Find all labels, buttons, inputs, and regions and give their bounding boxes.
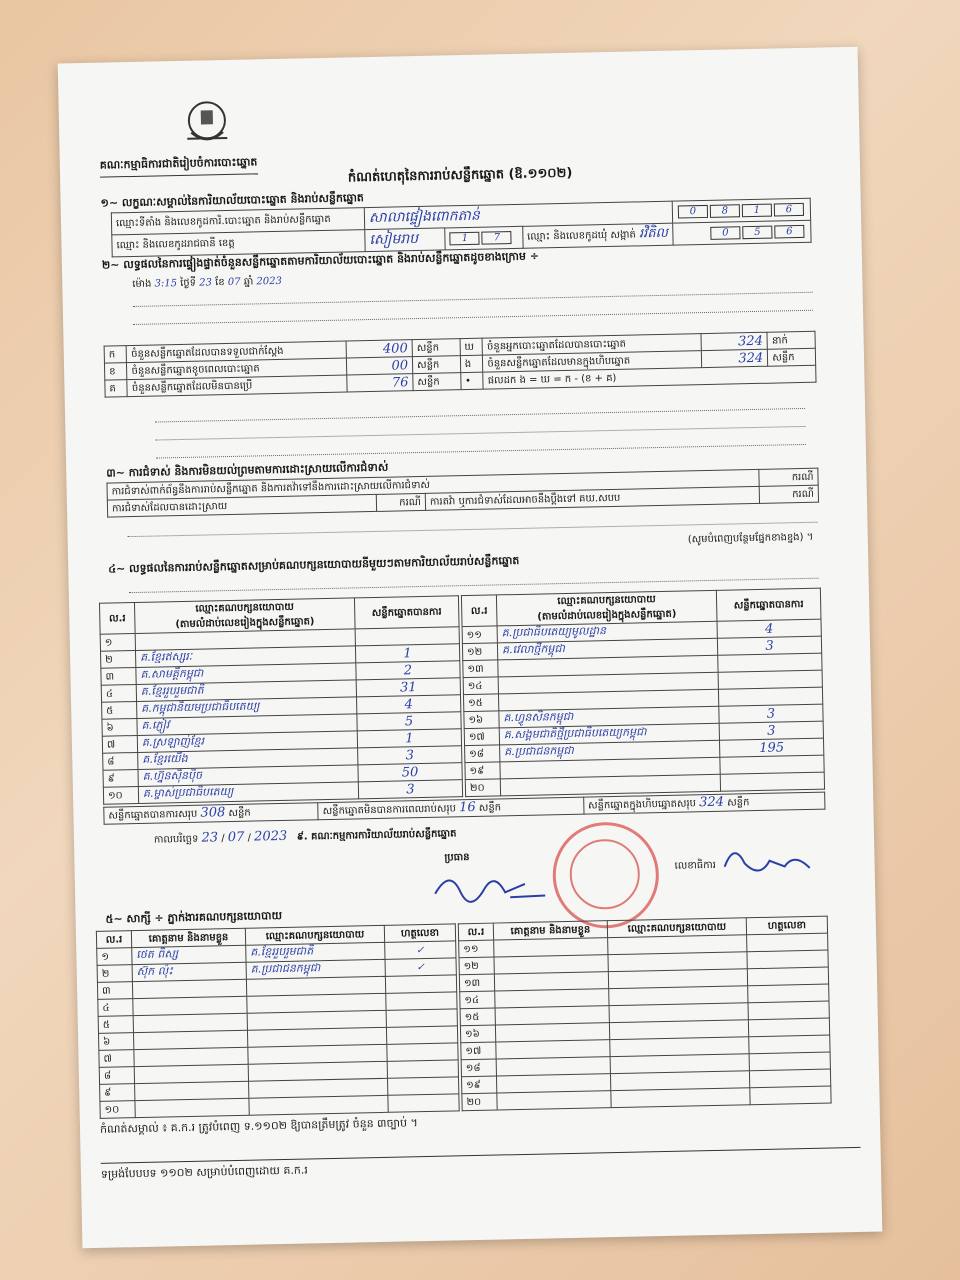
row-number: ៧	[99, 1050, 134, 1068]
party-votes: 4	[357, 695, 461, 714]
party-votes	[720, 755, 824, 774]
party-votes	[720, 772, 824, 791]
row-number: ១	[97, 948, 132, 966]
secretary-signature-icon	[714, 840, 825, 887]
party-name: គ.ខ្មែររួបរួមជាតិ	[136, 680, 356, 702]
section3-note: (សូមបំពេញបន្ថែមផ្នែកខាងខ្នង) ។	[687, 531, 814, 546]
row-number: ២០	[462, 1093, 497, 1111]
row-number: ៦	[98, 1033, 133, 1051]
witness-signature: ✓	[385, 958, 456, 976]
witness-signature	[388, 1094, 459, 1112]
party-votes: 50	[358, 763, 462, 782]
witness-signature	[747, 950, 828, 969]
row-number: ៨	[99, 1067, 134, 1085]
row-number: ១៣	[463, 660, 498, 678]
row-number: ១០	[100, 1101, 135, 1119]
row-number: ៩	[103, 769, 138, 787]
section4-heading: ៤~ លទ្ធផលនៃការរាប់សន្លឹកឆ្នោតសម្រាប់គណបក្សនយោបាយនីមួយៗតាមការិយាល័យរាប់សន្លឹកឆ្នោត	[108, 553, 520, 576]
objection-row: ការជំទាស់ពាក់ព័ន្ធនឹងការរាប់សន្លឹកឆ្នោត និងការតវ៉ាទៅនឹងការដោះស្រាយលើការជំទាស់	[107, 469, 759, 500]
party-votes: 1	[355, 644, 459, 663]
total-valid: សន្លឹកឆ្នោតបានការសរុប 308 សន្លឹក	[104, 803, 319, 824]
section3-heading: ៣~ ការជំទាស់ និងការមិនយល់ព្រមតាមការដោះស្រាយលើការជំទាស់	[106, 460, 389, 480]
row-number: ១៥	[463, 694, 498, 712]
party-name	[500, 774, 720, 796]
party-name: គ.ហ្វ៊ុនស៊ិនប៉ិច	[138, 765, 358, 787]
row-number: ១១	[462, 626, 497, 644]
appeal-objections: ការតវ៉ា ឬការជំទាស់ដែលអាចនឹងប្តឹងទៅ គឃ.សបប	[425, 486, 759, 510]
row-number: ១៧	[461, 1042, 496, 1060]
witness-signature	[749, 1035, 830, 1054]
chair-label: ប្រធាន	[444, 852, 470, 864]
results-table-right: ល.រ ឈ្មោះគណបក្សនយោបាយ (តាមលំដាប់លេខរៀងក្នុងសន្លឹកឆ្នោត) សន្លឹកឆ្នោតបានការ ១១ គ.ប្រជាធិបតេយ្យមូលដ្ឋាន 4 ១២ គ.វេលាថ្មីកម្ពុជា 3 ១៣ ១៤ ១៥ ១៦ គ.ហ្វូនសិនកម្ពុជា 3 ១៧ គ.សង្គមជាតិថ្មីប្រជាធិបតេយ្យកម្ពុជា 3 ១៨ គ.ប្រជាជនកម្ពុជា 195 ១៩ ២០	[461, 588, 825, 797]
party-name: គ.ស្រឡាញ់ខ្មែរ	[137, 731, 357, 753]
row-number: ៥	[102, 701, 137, 719]
party-votes: 3	[719, 721, 823, 740]
row-number: ១៦	[460, 1025, 495, 1043]
count-row: គ ចំនួនសន្លឹកឆ្នោតដែលមិនបានប្រើ 76 សន្លឹក • ផលដក ង = ឃ = ក - (ខ + គ)	[105, 365, 816, 397]
section2-datetime: ម៉ោង 3:15 ថ្ងៃទី 23 ខែ 07 ឆ្នាំ 2023	[132, 275, 283, 290]
section3-table: ការជំទាស់ពាក់ព័ន្ធនឹងការរាប់សន្លឹកឆ្នោត និងការតវ៉ាទៅនឹងការដោះស្រាយលើការជំទាស់ ករណី ការជំទាស់ដែលបានដោះស្រាយ ករណី ការតវ៉ា ឬការជំទាស់ដែលអាចនឹងប្តឹងទៅ គឃ.សបប ករណី	[106, 468, 819, 518]
witness-party: គ.ប្រជាជនកម្ពុជា	[246, 959, 385, 979]
party-votes	[355, 627, 459, 646]
row-number: ៩	[100, 1084, 135, 1102]
witness-signature	[387, 1060, 458, 1078]
page-title: កំណត់ហេតុនៃការរាប់សន្លឹកឆ្នោត (ឱ.១១០២)	[347, 165, 573, 186]
witness-signature	[749, 1052, 830, 1071]
row-number: ១០	[103, 786, 138, 804]
row-number: ១៩	[465, 762, 500, 780]
witness-signature	[748, 984, 829, 1003]
witness-signature: ✓	[385, 941, 456, 959]
station-label: ឈ្មោះទីតាំង និងលេខកូដការិ.បោះឆ្នោត និងរាប់សន្លឹកឆ្នោត	[111, 208, 364, 235]
witness-signature	[387, 1043, 458, 1061]
party-votes: 195	[719, 738, 823, 757]
party-name: គ.ភ្ញៀវ	[137, 714, 357, 736]
party-votes: 3	[358, 780, 462, 799]
party-votes: 3	[358, 746, 462, 765]
row-number: ១៥	[460, 1008, 495, 1026]
commune-field: ឈ្មោះ និងលេខកូដឃុំ សង្កាត់ រវិតិល	[522, 223, 672, 248]
party-name: គ.ប្រជាធិបតេយ្យមូលដ្ឋាន	[497, 621, 717, 643]
row-number: ១៨	[465, 745, 500, 763]
section5-heading: ៥~ សាក្សី ÷ ភ្នាក់ងារគណបក្សនយោបាយ	[105, 908, 283, 926]
province-label: ឈ្មោះ និងលេខកូដរាជធានី ខេត្ត	[112, 230, 365, 257]
station-code: 0 8 1 6	[672, 198, 811, 223]
total-in-box: សន្លឹកឆ្នោតក្នុងហិបឆ្នោតសរុប 324 សន្លឹក	[583, 792, 825, 814]
witness-table-left: ល.រ គោត្តនាម និងនាមខ្លួន ឈ្មោះគណបក្សនយោបាយ ហត្ថលេខា ១ ថេត ពិស្ស គ.ខ្មែររួបរួមជាតិ ✓ ២ ស៊ុក ល៉ុះ គ.ប្រជាជនកម្ពុជា ✓ ៣ ៤ ៥ ៦ ៧ ៨ ៩ ១០	[96, 923, 460, 1118]
party-name: គ.សាមគ្គីកម្ពុជា	[136, 663, 356, 685]
row-number: ១៨	[461, 1059, 496, 1077]
section1-heading: ១~ លក្ខណៈសម្គាល់នៃការិយាល័យបោះឆ្នោត និងរាប់សន្លឹកឆ្នោត	[100, 191, 364, 210]
witness-signature	[747, 933, 828, 952]
witness-party	[249, 1095, 388, 1115]
witness-signature	[750, 1086, 831, 1105]
party-name: គ.ហ្វូនសិនកម្ពុជា	[499, 706, 719, 728]
witness-signature	[386, 992, 457, 1010]
witness-party	[611, 1088, 750, 1108]
commune-code: 0 5 6	[672, 220, 811, 245]
party-name: គ.ខ្មែរយើង	[138, 748, 358, 770]
nec-logo-icon	[176, 98, 237, 153]
witness-signature	[386, 1026, 457, 1044]
party-name: គ.សង្គមជាតិថ្មីប្រជាធិបតេយ្យកម្ពុជា	[499, 723, 719, 745]
party-votes: 5	[357, 712, 461, 731]
witness-signature	[388, 1077, 459, 1095]
party-votes: 2	[356, 661, 460, 680]
witness-signature	[748, 1001, 829, 1020]
count-date: កាលបរិច្ឆេទ 23 / 07 / 2023 ៩. គណៈកម្មការការិយាល័យរាប់សន្លឹកឆ្នោត	[153, 828, 457, 846]
row-number: ៣	[97, 982, 132, 1000]
row-number: ១៧	[464, 728, 499, 746]
witness-party: គ.ខ្មែររួបរួមជាតិ	[246, 942, 385, 962]
row-number: ១២	[459, 957, 494, 975]
row-number: ៤	[101, 684, 136, 702]
party-name: គ.ប្រជាជនកម្ពុជា	[500, 740, 720, 762]
row-number: ៤	[98, 999, 133, 1017]
footnote: កំណត់សម្គាល់ ៖ គ.ក.រ ត្រូវបំពេញ ទ.១១០២ ឱ្យបានត្រឹមត្រូវ ចំនួន ៣ច្បាប់ ។	[99, 1116, 418, 1136]
party-name: គ.ខ្មែរឥស្សរៈ	[135, 646, 355, 668]
row-number: ២	[100, 651, 135, 669]
section2-table	[104, 331, 817, 398]
party-name: គ.កម្ពុជានិយមប្រជាធិបតេយ្យ	[137, 697, 357, 719]
row-number: ៧	[102, 735, 137, 753]
witness-signature	[748, 1018, 829, 1037]
row-number: ១១	[459, 940, 494, 958]
witness-table-right: ល.រ គោត្តនាម និងនាមខ្លួន ឈ្មោះគណបក្សនយោបាយ ហត្ថលេខា ១១ ១២ ១៣ ១៤ ១៥ ១៦ ១៧ ១៨ ១៩ ២០	[458, 916, 832, 1112]
witness-name	[497, 1091, 611, 1110]
form-footer: ទម្រង់បែបបទ ១១០២ សម្រាប់បំពេញដោយ គ.ក.រ	[101, 1147, 861, 1184]
row-number: ១៤	[460, 991, 495, 1009]
count-row: ក ចំនួនសន្លឹកឆ្នោតដែលបានទទួលជាក់ស្តែង 400 សន្លឹក ឃ ចំនួនអ្នកបោះឆ្នោតដែលបានបោះឆ្នោត 324 នាក់	[104, 331, 815, 363]
official-stamp-icon	[552, 821, 660, 929]
total-invalid: សន្លឹកឆ្នោតមិនបានការពេលរាប់សរុប 16 សន្លឹក	[318, 797, 584, 820]
row-number: ១៩	[461, 1076, 496, 1094]
resolved-objections: ការជំទាស់ដែលបានដោះស្រាយ	[107, 494, 376, 517]
witness-signature	[385, 975, 456, 993]
party-votes: 3	[717, 636, 821, 655]
row-number: ៦	[102, 718, 137, 736]
secretary-label: លេខាធិការ	[674, 859, 716, 872]
count-row: ខ ចំនួនសន្លឹកឆ្នោតខូចពេលបោះឆ្នោត 00 សន្លឹក ង ចំនួនសន្លឹកឆ្នោតដែលមានក្នុងហិបឆ្នោត 324 សន្លឹក	[104, 348, 815, 380]
document-sheet	[58, 47, 883, 1248]
row-number: ១៦	[464, 711, 499, 729]
row-number: ២	[97, 965, 132, 983]
party-name: គ.វេលាថ្មីកម្ពុជា	[497, 638, 717, 660]
org-name: គណៈកម្មាធិការជាតិរៀបចំការបោះឆ្នោត	[100, 155, 258, 177]
row-number: ១៣	[459, 974, 494, 992]
province-name: សៀមរាប	[365, 228, 446, 252]
witness-name: ស៊ុក ល៉ុះ	[132, 962, 246, 981]
witness-name	[135, 1098, 249, 1117]
party-votes: 31	[356, 678, 460, 697]
row-number: ២០	[465, 779, 500, 797]
witness-signature	[386, 1009, 457, 1027]
witness-signature	[747, 967, 828, 986]
party-votes: 4	[717, 619, 821, 638]
party-votes	[718, 670, 822, 689]
chair-signature-icon	[425, 861, 556, 909]
row-number: ៥	[98, 1016, 133, 1034]
station-name: សាលាផ្ទៀងពោកតាន់	[364, 201, 672, 229]
row-number: ១៤	[463, 677, 498, 695]
province-code: 1 7	[445, 226, 523, 250]
party-votes	[718, 653, 822, 672]
results-table-left: ល.រ ឈ្មោះគណបក្សនយោបាយ (តាមលំដាប់លេខរៀងក្នុងសន្លឹកឆ្នោត) សន្លឹកឆ្នោតបានការ ១ ២ គ.ខ្មែរឥស្សរៈ 1 ៣ គ.សាមគ្គីកម្ពុជា 2 ៤ គ.ខ្មែររួបរួមជាតិ 31 ៥ គ.កម្ពុជានិយមប្រជាធិបតេយ្យ 4 ៦ គ.ភ្ញៀវ 5 ៧ គ.ស្រឡាញ់ខ្មែរ 1 ៨ គ.ខ្មែរយើង 3 ៩ គ.ហ្វ៊ុនស៊ិនប៉ិច 50 ១០ គ.ម្ចាស់ប្រជាធិបតេយ្យ 3	[99, 595, 463, 804]
witness-name: ថេត ពិស្ស	[132, 945, 246, 964]
row-number: ៣	[101, 668, 136, 686]
party-votes	[718, 687, 822, 706]
row-number: ១	[100, 634, 135, 652]
row-number: ៨	[103, 752, 138, 770]
row-number: ១២	[462, 643, 497, 661]
section2-heading: ២~ លទ្ធផលនៃការផ្ទៀងផ្ទាត់ចំនួនសន្លឹកឆ្នោតតាមការិយាល័យបោះឆ្នោត និងរាប់សន្លឹកឆ្នោតដូចខាងក្រោម ÷	[101, 249, 540, 272]
party-votes: 1	[357, 729, 461, 748]
party-votes: 3	[719, 704, 823, 723]
witness-signature	[749, 1069, 830, 1088]
party-name: គ.ម្ចាស់ប្រជាធិបតេយ្យ	[138, 782, 358, 804]
